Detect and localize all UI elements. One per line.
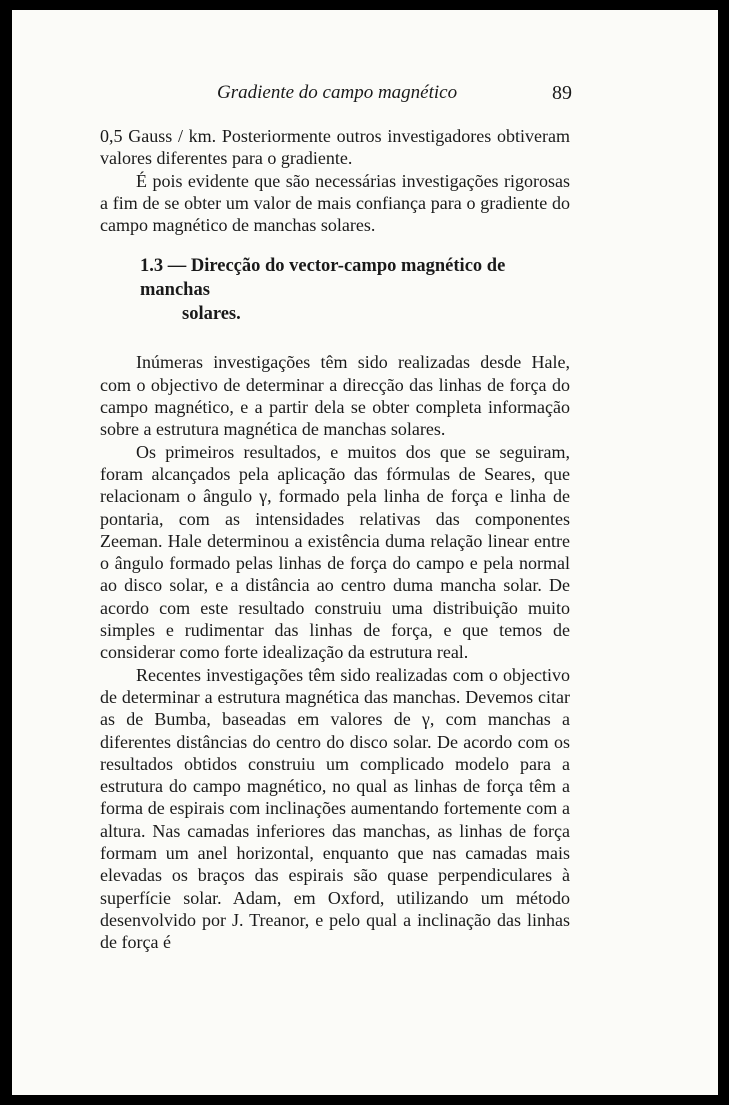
section-heading-line-1: 1.3 — Direcção do vector-campo magnético de manchas: [140, 256, 506, 301]
running-header: [217, 82, 572, 104]
running-title: Gradiente do campo magnético: [217, 82, 458, 103]
section-heading-line-2: solares.: [182, 304, 241, 325]
paragraph-3: Inúmeras investigações têm sido realizadas desde Hale, com o objectivo de determinar a direcção das linhas de força do campo magnético, e a partir dela se obter completa informação sobre a estrutura magnética de manchas solares.: [100, 352, 570, 440]
paragraph-5: Recentes investigações têm sido realizadas com o objectivo de determinar a estrutura magnética das manchas. Devemos citar as de Bumba, baseadas em valores de γ, com manchas a diferentes distâncias do centro do disco solar. De acordo com os resultados obtidos construiu um complicado modelo para a estrutura do campo magnético, no qual as linhas de força têm a forma de espirais com inclinações aumentando fortemente com a altura. Nas camadas inferiores das manchas, as linhas de força formam um anel horizontal, enquanto que nas camadas mais elevadas os braços das espirais são quase perpendiculares à superfície solar. Adam, em Oxford, utilizando um método desenvolvido por J. Treanor, e pelo qual a inclinação das linhas de força é: [100, 664, 570, 953]
body-text: [100, 125, 570, 954]
page-number: 89: [552, 82, 572, 104]
paragraph-1: 0,5 Gauss / km. Posteriormente outros investigadores obtiveram valores diferentes para o gradiente.: [100, 126, 570, 169]
paragraph-4: Os primeiros resultados, e muitos dos que se seguiram, foram alcançados pela aplicação das fórmulas de Seares, que relacionam o ângulo γ, formado pela linha de força e linha de pontaria, com as intensidades relativas das componentes Zeeman. Hale determinou a existência duma relação linear entre o ângulo formado pelas linhas de força do campo e pela normal ao disco solar, e a distância ao centro duma mancha solar. De acordo com este resultado construiu uma distribuição muito simples e rudimentar das linhas de força, e que temos de considerar como forte idealização da estrutura real.: [100, 441, 570, 663]
section-heading: [100, 254, 570, 326]
book-page: [12, 10, 718, 1095]
paragraph-2: É pois evidente que são necessárias investigações rigorosas a fim de se obter um valor de mais confiança para o gradiente do campo magnético de manchas solares.: [100, 170, 570, 236]
